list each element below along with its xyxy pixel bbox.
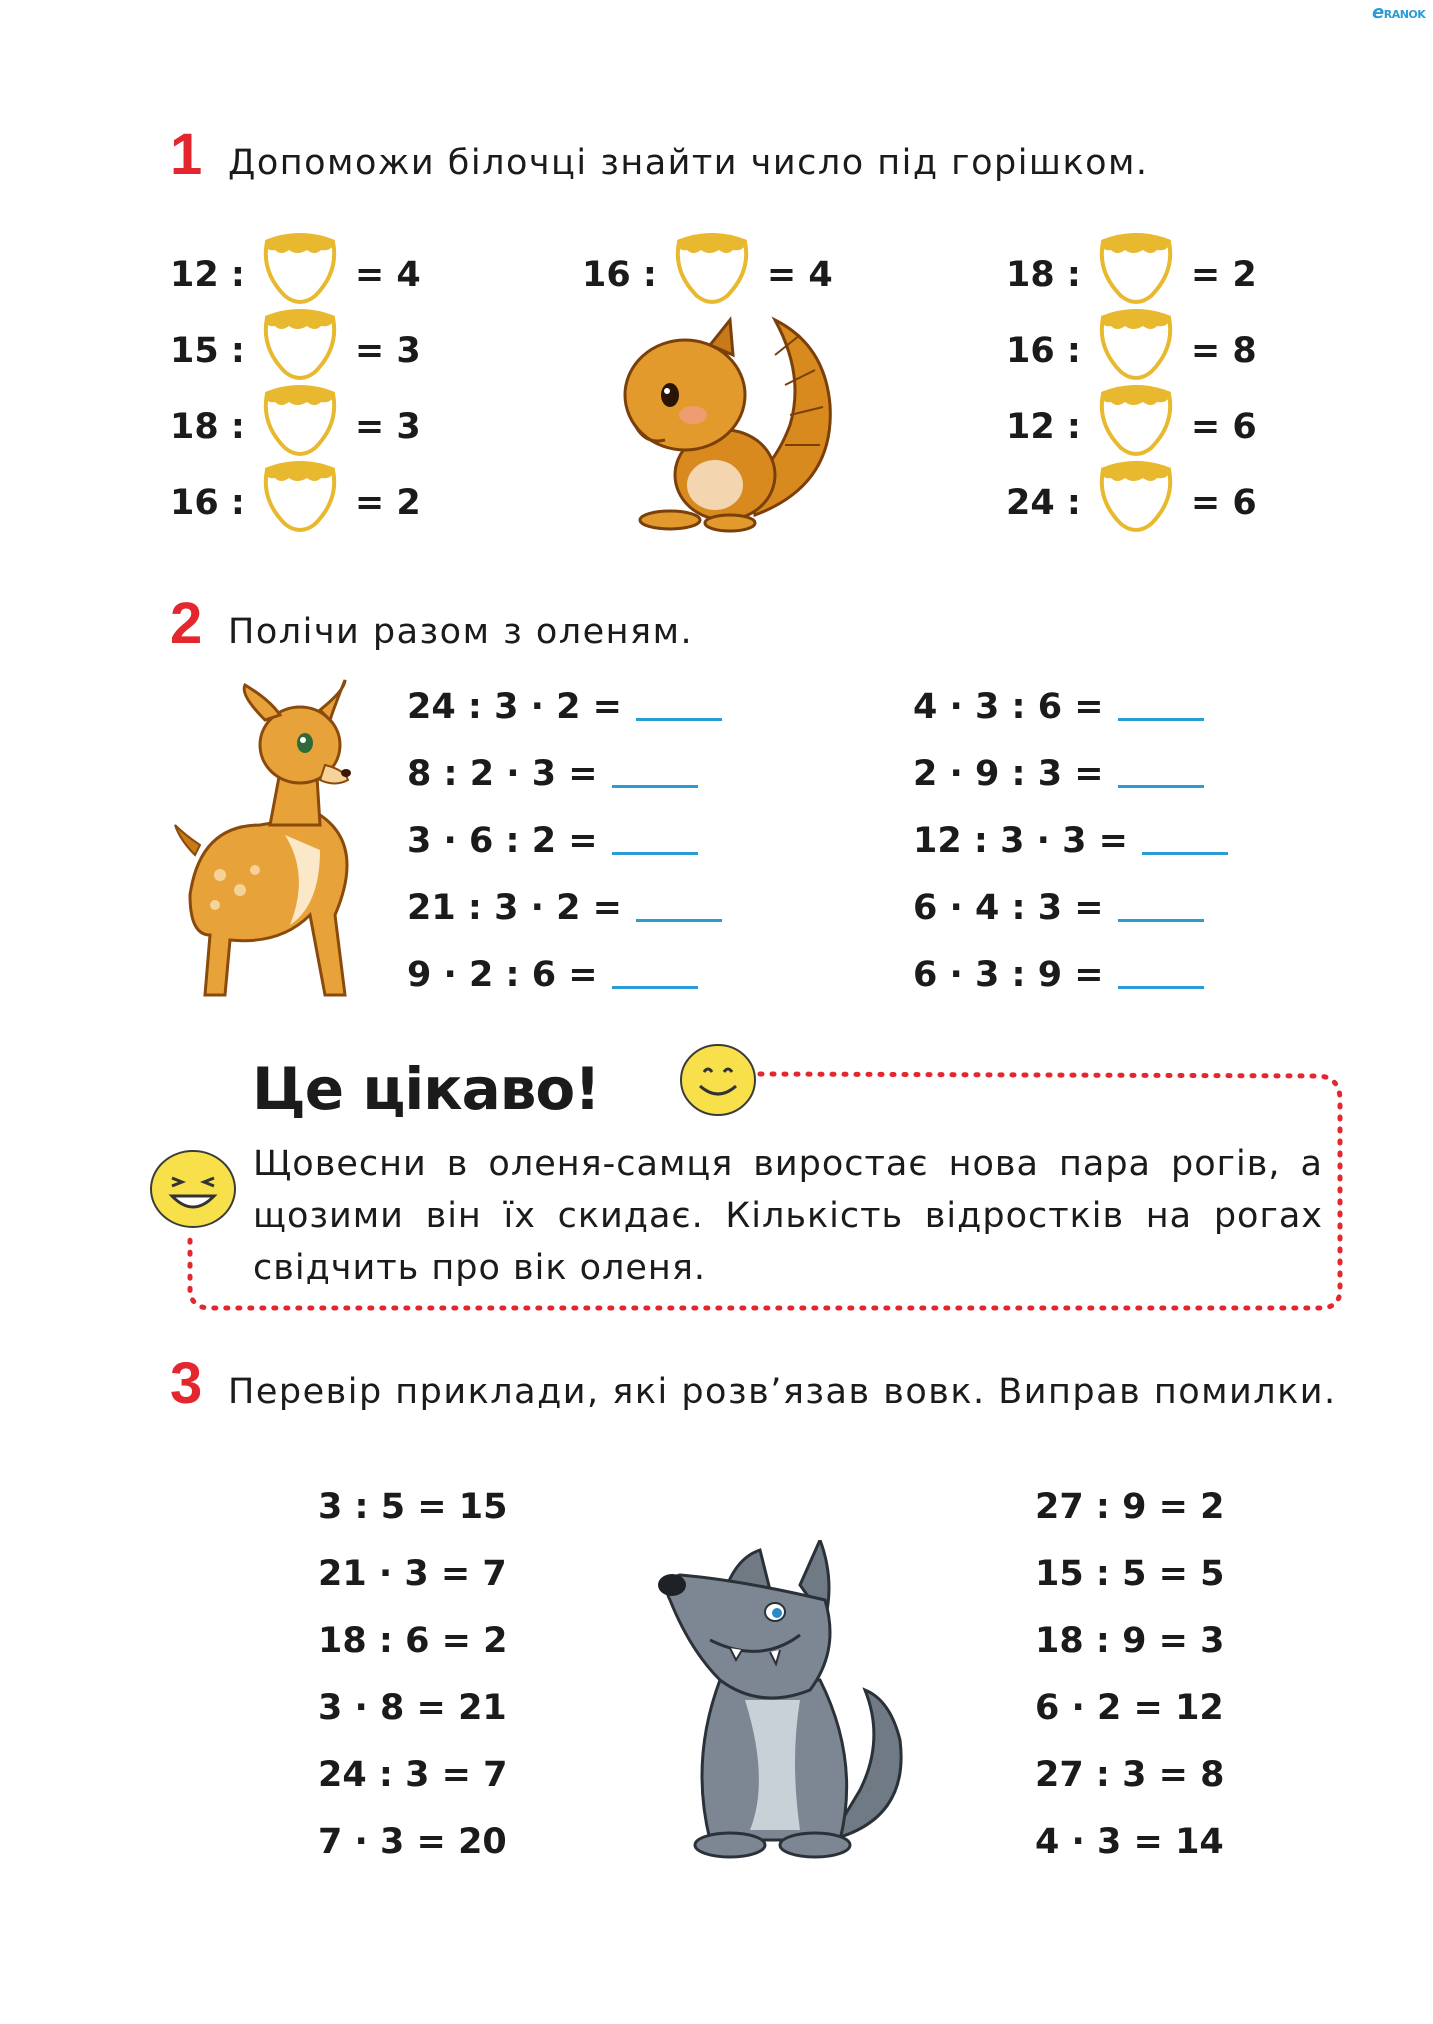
expression-left-2: 8 : 2 · 3 = bbox=[407, 757, 698, 792]
wolf-example-right-4: 6 · 2 = 12 bbox=[1035, 1688, 1224, 1728]
interesting-title: Це цікаво! bbox=[252, 1055, 600, 1123]
answer-blank[interactable] bbox=[612, 761, 698, 788]
wolf-example-left-5: 24 : 3 = 7 bbox=[318, 1755, 508, 1795]
deer-illustration bbox=[170, 675, 370, 1005]
answer-blank[interactable] bbox=[612, 828, 698, 855]
expression-right-3: 12 : 3 · 3 = bbox=[913, 824, 1228, 859]
nut-icon[interactable] bbox=[257, 388, 343, 466]
answer-blank[interactable] bbox=[636, 694, 722, 721]
wolf-example-left-4: 3 · 8 = 21 bbox=[318, 1688, 507, 1728]
nut-equation-right-3: 12 : = 6 bbox=[1006, 388, 1257, 466]
wolf-example-right-3: 18 : 9 = 3 bbox=[1035, 1621, 1225, 1661]
nut-icon[interactable] bbox=[1093, 312, 1179, 390]
interesting-text: Щовесни в оленя-самця виростає нова пара рогів, а щозими він їх скидає. Кількість відростків на рогах свідчить про вік оленя. bbox=[253, 1144, 1323, 1288]
wolf-illustration bbox=[650, 1540, 910, 1860]
wolf-example-left-2: 21 · 3 = 7 bbox=[318, 1554, 507, 1594]
expression-left-5: 9 · 2 : 6 = bbox=[407, 958, 698, 993]
laughing-smiley-icon bbox=[148, 1148, 238, 1230]
squirrel-illustration bbox=[615, 315, 845, 535]
exercise-2-title: Полічи разом з оленям. bbox=[228, 612, 694, 652]
nut-equation-left-4: 16 : = 2 bbox=[170, 464, 421, 542]
exercise-3-number: 3 bbox=[170, 1351, 203, 1416]
nut-icon[interactable] bbox=[1093, 388, 1179, 466]
wolf-example-left-6: 7 · 3 = 20 bbox=[318, 1822, 507, 1862]
smiley-icon bbox=[678, 1042, 758, 1118]
expression-right-1: 4 · 3 : 6 = bbox=[913, 690, 1204, 725]
answer-blank[interactable] bbox=[1142, 828, 1228, 855]
nut-icon[interactable] bbox=[1093, 236, 1179, 314]
wolf-example-right-2: 15 : 5 = 5 bbox=[1035, 1554, 1225, 1594]
nut-icon[interactable] bbox=[257, 312, 343, 390]
answer-blank[interactable] bbox=[1118, 761, 1204, 788]
exercise-3-title: Перевір приклади, які розв’язав вовк. Виправ помилки. bbox=[228, 1372, 1337, 1412]
wolf-example-right-6: 4 · 3 = 14 bbox=[1035, 1822, 1224, 1862]
expression-left-4: 21 : 3 · 2 = bbox=[407, 891, 722, 926]
expression-left-3: 3 · 6 : 2 = bbox=[407, 824, 698, 859]
nut-icon[interactable] bbox=[669, 236, 755, 314]
nut-equation-left-2: 15 : = 3 bbox=[170, 312, 421, 390]
expression-left-1: 24 : 3 · 2 = bbox=[407, 690, 722, 725]
wolf-example-left-3: 18 : 6 = 2 bbox=[318, 1621, 508, 1661]
nut-equation-left-3: 18 : = 3 bbox=[170, 388, 421, 466]
nut-icon[interactable] bbox=[1093, 464, 1179, 542]
exercise-1-title: Допоможи білочці знайти число під горішком. bbox=[228, 143, 1149, 183]
nut-equation-right-1: 18 : = 2 bbox=[1006, 236, 1257, 314]
expression-right-5: 6 · 3 : 9 = bbox=[913, 958, 1204, 993]
expression-right-4: 6 · 4 : 3 = bbox=[913, 891, 1204, 926]
wolf-example-right-1: 27 : 9 = 2 bbox=[1035, 1487, 1225, 1527]
exercise-2-number: 2 bbox=[170, 591, 203, 656]
wolf-example-right-5: 27 : 3 = 8 bbox=[1035, 1755, 1225, 1795]
publisher-logo: eRANOK bbox=[1372, 2, 1426, 23]
answer-blank[interactable] bbox=[636, 895, 722, 922]
answer-blank[interactable] bbox=[1118, 694, 1204, 721]
nut-icon[interactable] bbox=[257, 464, 343, 542]
nut-equation-right-4: 24 : = 6 bbox=[1006, 464, 1257, 542]
expression-right-2: 2 · 9 : 3 = bbox=[913, 757, 1204, 792]
answer-blank[interactable] bbox=[1118, 962, 1204, 989]
nut-equation-right-2: 16 : = 8 bbox=[1006, 312, 1257, 390]
nut-equation-middle: 16 : = 4 bbox=[582, 236, 833, 314]
answer-blank[interactable] bbox=[612, 962, 698, 989]
answer-blank[interactable] bbox=[1118, 895, 1204, 922]
wolf-example-left-1: 3 : 5 = 15 bbox=[318, 1487, 508, 1527]
nut-icon[interactable] bbox=[257, 236, 343, 314]
exercise-1-number: 1 bbox=[170, 122, 203, 187]
nut-equation-left-1: 12 : = 4 bbox=[170, 236, 421, 314]
